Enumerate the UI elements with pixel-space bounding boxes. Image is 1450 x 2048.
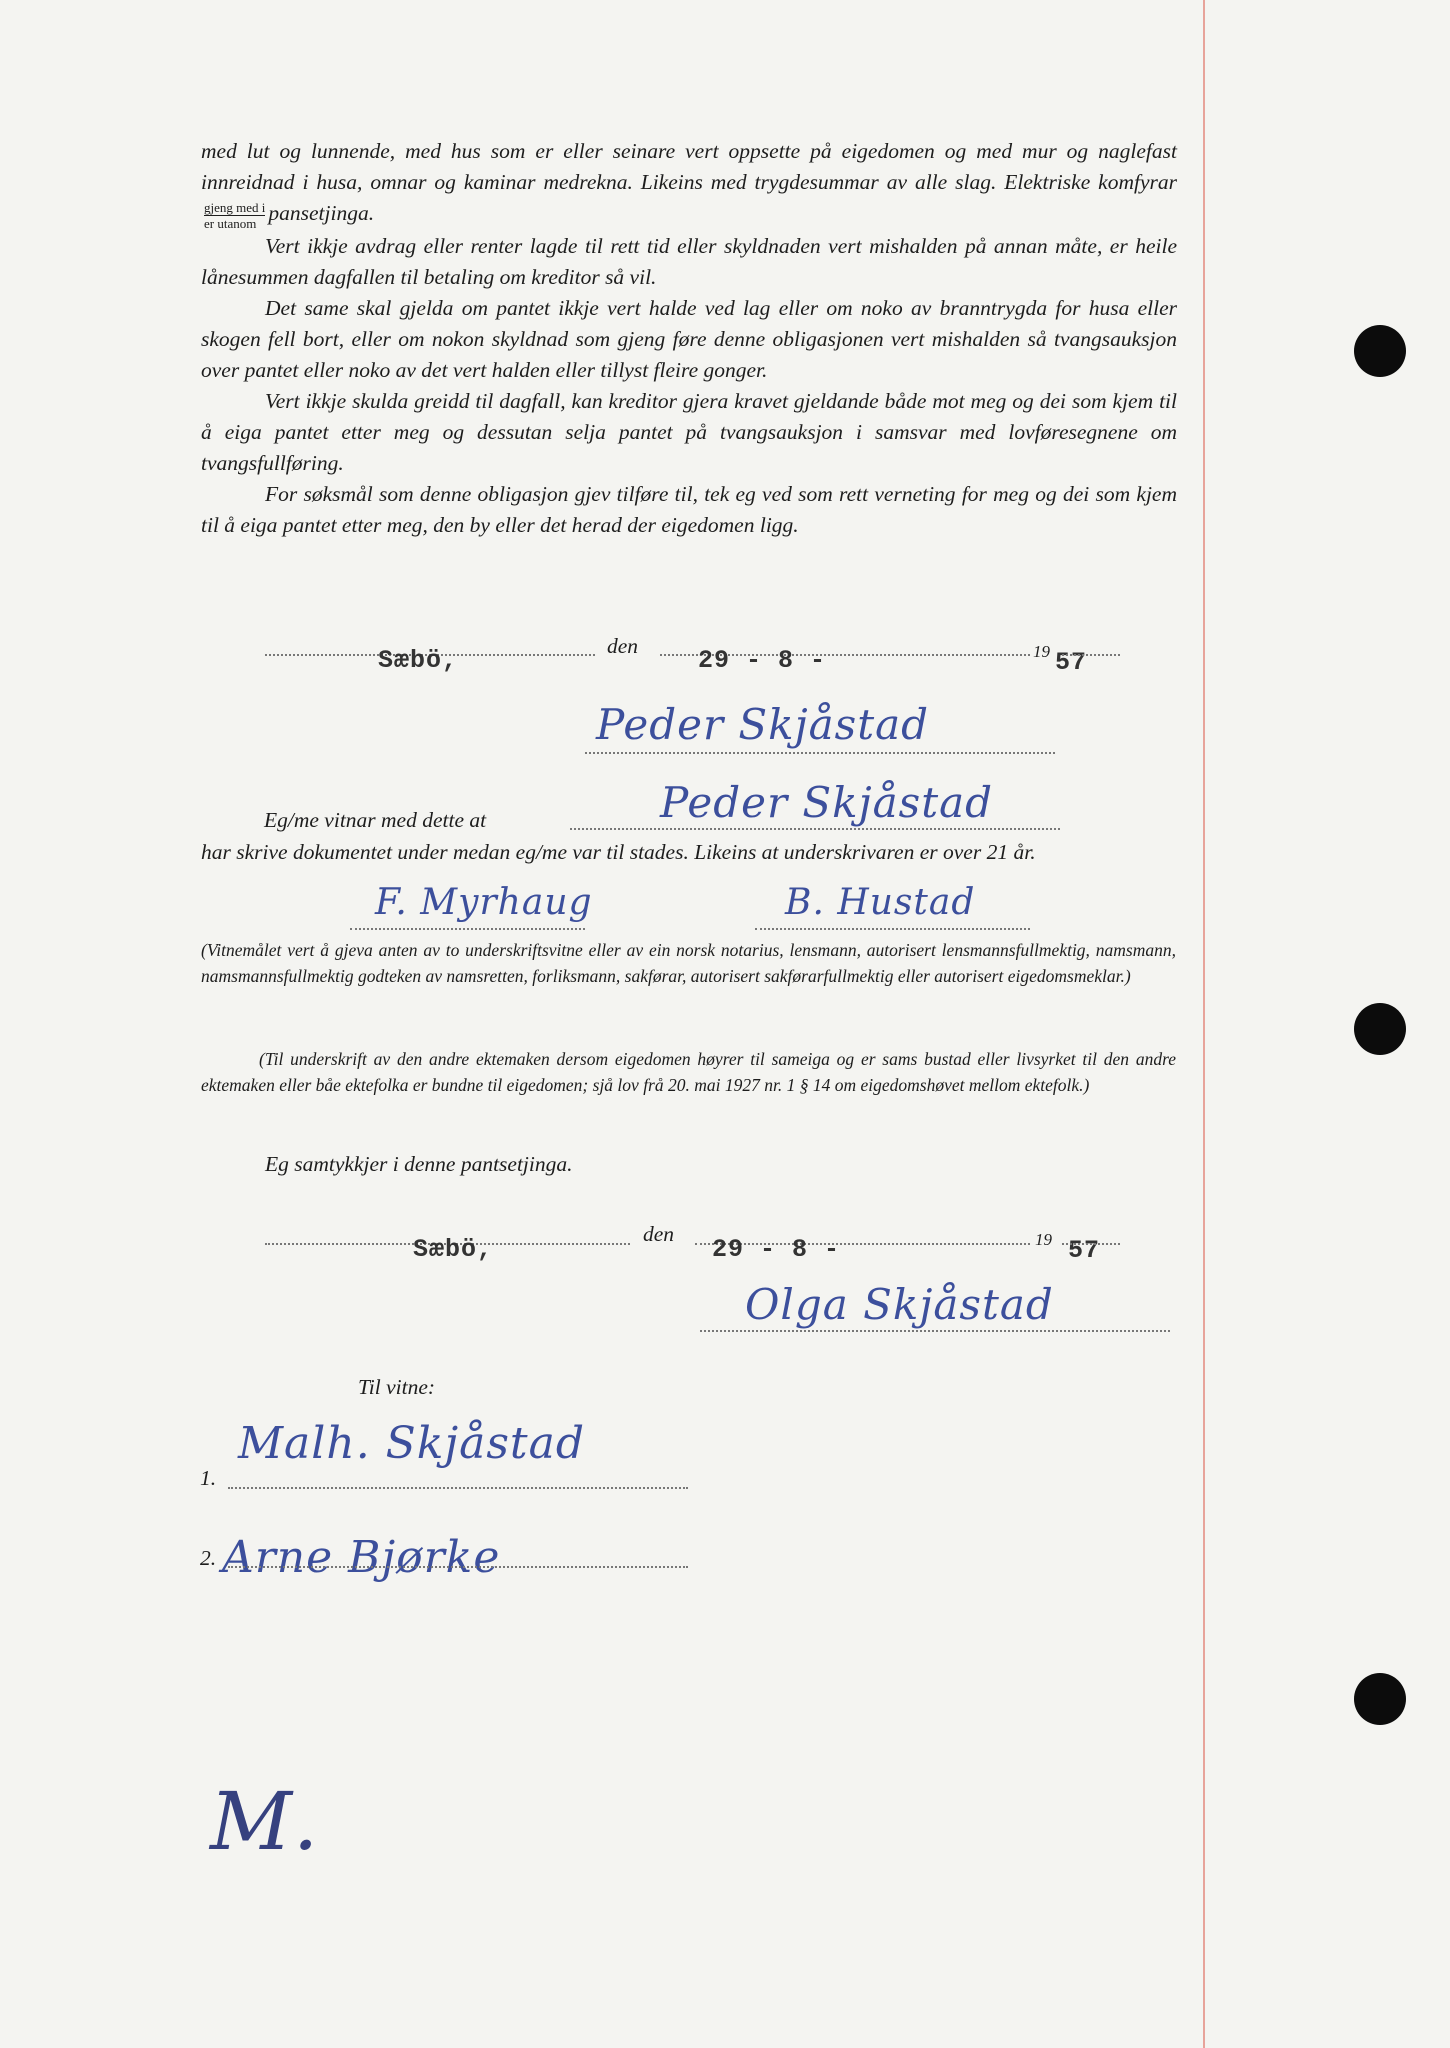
witness-sig-line-2 [755,928,1030,930]
til-vitne-line-1 [228,1487,688,1489]
consent-text: Eg samtykkjer i denne pantsetjinga. [265,1152,573,1176]
witness-line [570,828,1060,830]
paragraph-1-text: med lut og lunnende, med hus som er eller seinare vert oppsette på eigedomen og med mur og naglefast innreidnad i husa, omnar og kaminar medrekna. Likeins med trygdesummar av alle slag. Elektriske komfyrar [201,139,1177,194]
paragraph-2: Vert ikkje avdrag eller renter lagde til rett tid eller skyldnaden vert mishalden på annan måte, er heile lånesummen dagfallen til betaling om kreditor så vil. [201,233,1177,289]
witness-statement [201,837,1181,868]
witness-label: Eg/me vitnar med dette at [264,808,487,832]
year-suffix-2: 57 [1068,1236,1101,1265]
paragraph-5: For søksmål som denne obligasjon gjev tilføre til, tek eg ved som rett verneting for meg og dei som kjem til å eiga pantet etter meg, den by eller det herad der eigedomen ligg. [201,481,1177,537]
year-line-1 [1062,654,1120,656]
initials: M. [210,1775,320,1868]
punch-hole-top [1354,325,1406,377]
date-2: 29 - 8 - [712,1235,841,1264]
witness-signature-1: F. Myrhaug [375,882,593,923]
witness-text: har skrive dokumentet under medan eg/me var til stades. Likeins at underskrivaren er over 21 år. [201,840,1036,864]
fraction-top: gjeng med i [204,199,266,215]
til-vitne-label: Til vitne: [358,1375,436,1399]
spouse-note: (Til underskrift av den andre ektemaken dersom eigedomen høyrer til sameiga og er sams bustad eller livsyrket til den andre ektemaken eller båe ektefolka er bundne til eigedomen; sjå lov frå 20. mai 1927 nr. 1 § 14 om eigedomshøvet mellom ektefolk.) [201,1049,1176,1095]
place-2: Sæbö, [413,1235,494,1264]
debtor-signature: Peder Skjåstad [596,700,930,749]
witness-note: (Vitnemålet vert å gjeva anten av to underskriftsvitne eller av ein norsk notarius, lensmann, autorisert lensmannsfullmektig, namsmann, namsmannsfullmektig godteken av namsretten, forliksmann, sakførar, autorisert sakførarfullmektig eller autorisert eigedomsmeklar.) [201,940,1176,986]
fraction-choice [204,200,265,231]
den-label-2: den [643,1222,675,1246]
punch-hole-middle [1354,1003,1406,1055]
den-label-1: den [607,634,639,658]
margin-line [1203,0,1205,2048]
witness-number-2: 2. [200,1546,217,1570]
witness-signature-2: B. Hustad [785,882,976,923]
year-prefix-1: 19 [1033,642,1050,661]
til-vitne-line-2 [228,1566,688,1568]
year-line-2 [1062,1243,1120,1245]
date-1: 29 - 8 - [698,646,827,675]
witness-line-signature: Peder Skjåstad [660,778,994,827]
til-vitne-signature-1: Malh. Skjåstad [238,1418,586,1469]
year-suffix-1: 57 [1055,648,1088,677]
debtor-signature-line [585,752,1055,754]
til-vitne-signature-2: Arne Bjørke [222,1532,501,1583]
witness-sig-line-1 [350,928,585,930]
paragraph-1 [201,136,1177,231]
paragraph-4: Vert ikkje skulda greidd til dagfall, kan kreditor gjera kravet gjeldande både mot meg og dei som kjem til å eiga pantet etter meg og dessutan selja pantet på tvangsauksjon i samsvar med lovføresegnene om tvangsfullføring. [201,388,1177,475]
spouse-signature-line [700,1330,1170,1332]
paragraph-3: Det same skal gjelda om pantet ikkje vert halde ved lag eller om noko av branntrygda for husa eller skogen fell bort, eller om nokon skyldnad som gjeng føre denne obligasjonen vert mishalden så tvangsauksjon over pantet eller noko av det vert halden eller tillyst fleire gonger. [201,295,1177,382]
year-prefix-2: 19 [1035,1230,1052,1249]
witness-number-1: 1. [200,1466,217,1490]
punch-hole-bottom [1354,1673,1406,1725]
paragraph-1-end: pansetjinga. [268,201,375,225]
place-1: Sæbö, [378,646,459,675]
spouse-signature: Olga Skjåstad [745,1280,1054,1329]
mortgage-terms-text [201,136,1177,541]
fraction-bottom: er utanom [204,215,257,231]
